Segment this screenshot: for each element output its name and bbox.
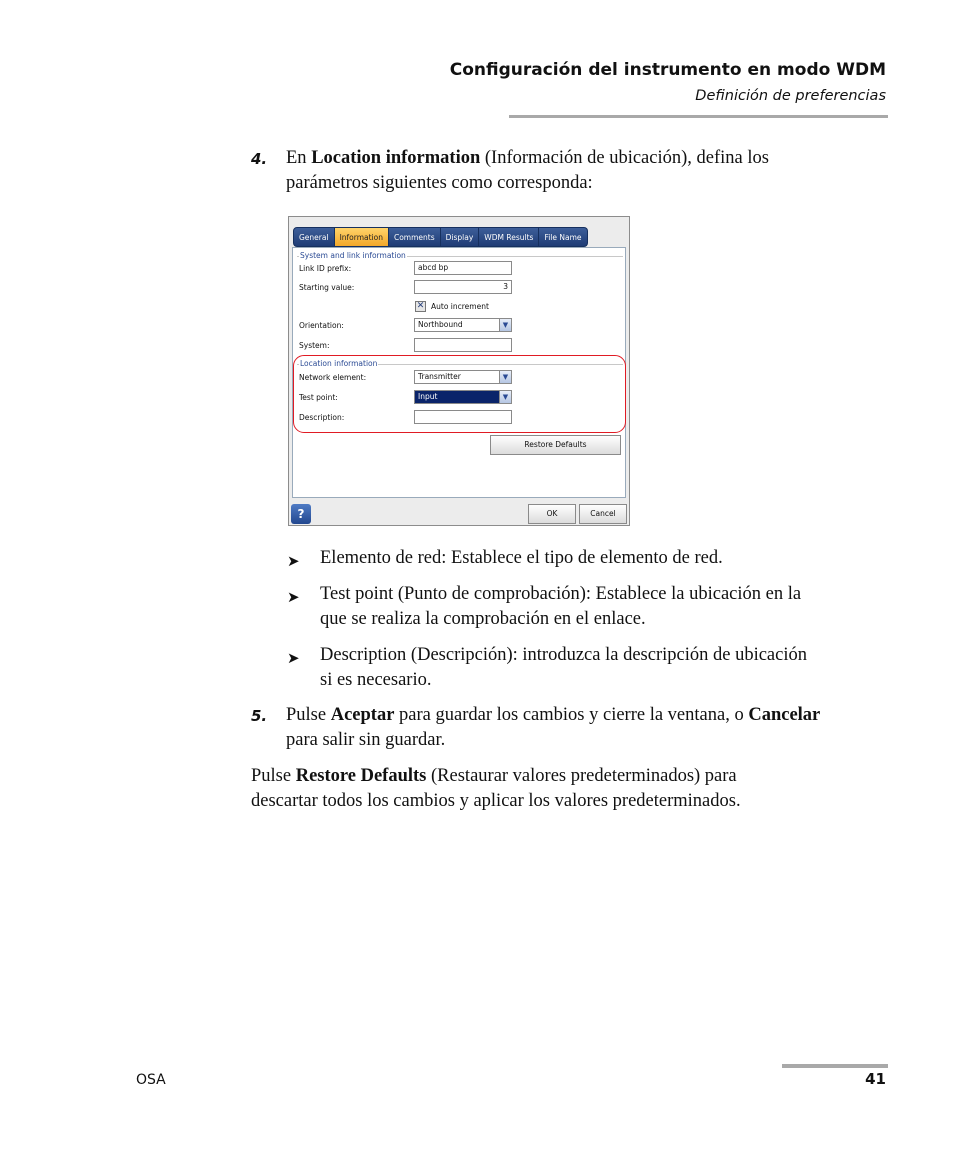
cancelar-term: Cancelar	[748, 705, 821, 725]
page-number: 41	[865, 1070, 886, 1088]
starting-value-input[interactable]: 3	[414, 280, 512, 294]
group-location-label: Location information	[300, 359, 378, 368]
step-5-text: Pulse Aceptar para guardar los cambios y cierre la ventana, o Cancelar para salir sin guardar.	[286, 705, 821, 750]
test-point-label: Test point:	[299, 393, 338, 402]
step-5-number: 5.	[251, 707, 268, 725]
bullet-description: Description (Descripción): introduzca la descripción de ubicación si es necesario.	[320, 645, 807, 690]
tab-general[interactable]: General	[293, 227, 335, 247]
tab-display[interactable]: Display	[441, 227, 480, 247]
restore-defaults-button[interactable]: Restore Defaults	[490, 435, 621, 455]
auto-increment-checkbox[interactable]: ✕	[416, 301, 425, 311]
orientation-select[interactable]: Northbound ▼	[414, 318, 512, 332]
chevron-down-icon[interactable]: ▼	[499, 319, 511, 331]
network-element-select[interactable]: Transmitter ▼	[414, 370, 512, 384]
auto-increment-label: Auto increment	[431, 302, 489, 311]
network-element-label: Network element:	[299, 373, 367, 382]
tab-file-name[interactable]: File Name	[539, 227, 587, 247]
starting-value-label: Starting value:	[299, 283, 355, 292]
restore-defaults-note: Pulse Restore Defaults (Restaurar valores predeterminados) para descartar todos los cambios y aplicar los valores predeterminados.	[251, 766, 741, 811]
system-label: System:	[299, 341, 330, 350]
aceptar-term: Aceptar	[330, 705, 395, 725]
chevron-down-icon[interactable]: ▼	[499, 391, 511, 403]
tab-information[interactable]: Information	[335, 227, 389, 247]
chevron-down-icon[interactable]: ▼	[499, 371, 511, 383]
restore-defaults-term: Restore Defaults	[295, 766, 427, 786]
orientation-label: Orientation:	[299, 321, 344, 330]
running-header-title: Configuración del instrumento en modo WDM	[449, 60, 886, 80]
footer-product: OSA	[136, 1072, 166, 1088]
tab-wdm-results[interactable]: WDM Results	[479, 227, 539, 247]
help-icon[interactable]: ?	[291, 504, 311, 524]
link-id-prefix-input[interactable]: abcd bp	[414, 261, 512, 275]
test-point-select[interactable]: Input ▼	[414, 390, 512, 404]
step-4-number: 4.	[251, 150, 268, 168]
preferences-dialog-screenshot	[288, 216, 630, 526]
location-information-term: Location information	[311, 148, 481, 168]
bullet-network-element: Elemento de red: Establece el tipo de elemento de red.	[320, 548, 723, 568]
running-header-subtitle: Definición de preferencias	[695, 88, 886, 104]
arrow-bullet-icon: ➤	[287, 554, 300, 570]
link-id-prefix-label: Link ID prefix:	[299, 264, 352, 273]
ok-button[interactable]: OK	[528, 504, 576, 524]
tab-bar	[293, 227, 588, 247]
header-rule	[509, 115, 888, 118]
group-system-link-label: System and link information	[300, 251, 406, 260]
footer-rule	[782, 1064, 888, 1068]
description-label: Description:	[299, 413, 345, 422]
arrow-bullet-icon: ➤	[287, 651, 300, 667]
arrow-bullet-icon: ➤	[287, 590, 300, 606]
bullet-test-point: Test point (Punto de comprobación): Establece la ubicación en la que se realiza la comprobación en el enlace.	[320, 584, 802, 629]
tab-comments[interactable]: Comments	[389, 227, 441, 247]
system-input[interactable]	[414, 338, 512, 352]
step-4-text: En Location information (Información de ubicación), defina los parámetros siguientes como corresponda:	[286, 148, 769, 193]
cancel-button[interactable]: Cancel	[579, 504, 627, 524]
location-highlight-box	[293, 355, 626, 433]
